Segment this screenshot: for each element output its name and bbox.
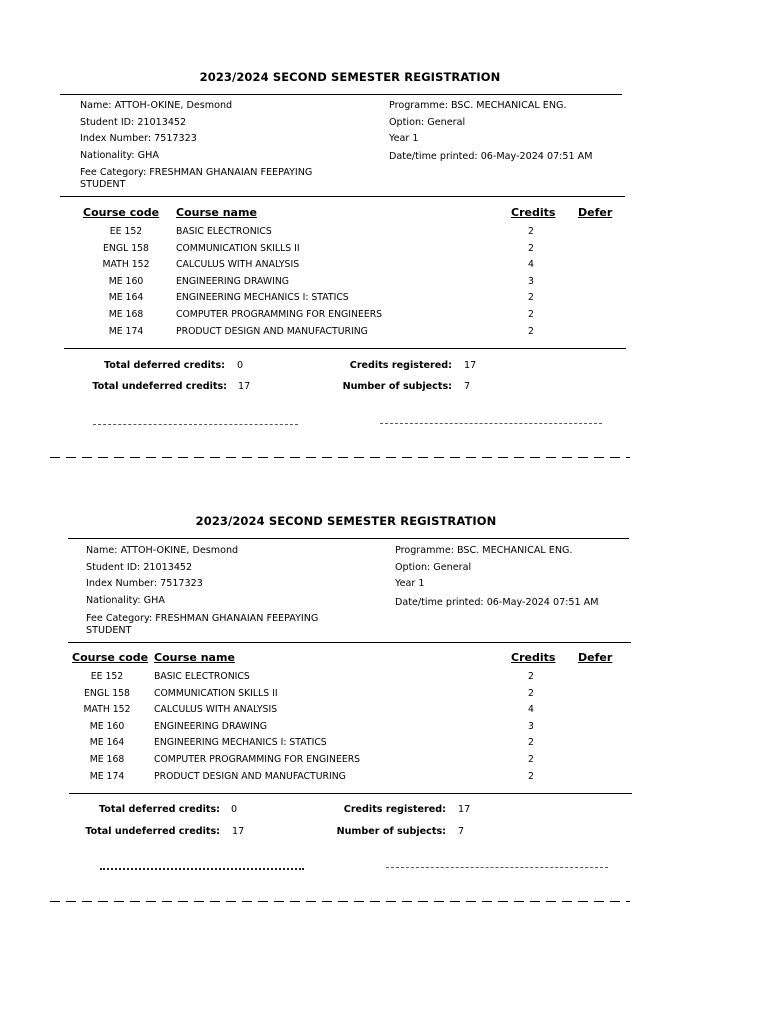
header-rule bbox=[68, 538, 629, 539]
course-code-cell: MATH 152 bbox=[102, 259, 150, 271]
col-header-course-code: Course code bbox=[83, 206, 160, 219]
student-id: Student ID: 21013452 bbox=[86, 562, 193, 573]
subjects-count-value: 7 bbox=[464, 381, 471, 392]
course-name-cell: COMMUNICATION SKILLS II bbox=[154, 687, 278, 699]
student-id: Student ID: 21013452 bbox=[80, 117, 187, 128]
header-rule bbox=[60, 94, 622, 95]
index-number: Index Number: 7517323 bbox=[80, 133, 197, 144]
course-name-cell: ENGINEERING DRAWING bbox=[154, 720, 267, 732]
credits-registered-label: Credits registered: bbox=[349, 360, 452, 371]
total-deferred-label: Total deferred credits: bbox=[99, 804, 220, 815]
course-code-cell: ME 164 bbox=[89, 737, 125, 749]
student-name: Name: ATTOH-OKINE, Desmond bbox=[86, 545, 239, 556]
col-header-credits: Credits bbox=[511, 206, 556, 219]
course-credits-cell: 2 bbox=[528, 325, 534, 337]
course-credits-cell: 4 bbox=[528, 704, 534, 716]
col-header-credits: Credits bbox=[511, 651, 556, 664]
student-name: Name: ATTOH-OKINE, Desmond bbox=[80, 100, 233, 111]
option: Option: General bbox=[389, 117, 466, 128]
col-header-defer: Defer bbox=[578, 206, 613, 219]
credits-registered-value: 17 bbox=[464, 360, 477, 371]
course-code-cell: ME 168 bbox=[89, 754, 125, 765]
date-printed: Date/time printed: 06-May-2024 07:51 AM bbox=[395, 597, 599, 608]
course-code-cell: ME 164 bbox=[108, 292, 144, 304]
course-code-cell: ME 160 bbox=[108, 275, 144, 287]
subjects-count-label: Number of subjects: bbox=[336, 826, 446, 837]
signature-line-right bbox=[386, 867, 608, 868]
total-deferred-value: 0 bbox=[237, 360, 244, 371]
course-name-cell: PRODUCT DESIGN AND MANUFACTURING bbox=[176, 325, 368, 337]
course-credits-cell: 3 bbox=[528, 720, 534, 732]
course-credits-cell: 2 bbox=[528, 687, 534, 699]
course-name-cell: ENGINEERING MECHANICS I: STATICS bbox=[176, 292, 349, 304]
signature-line-left bbox=[93, 424, 298, 425]
index-number: Index Number: 7517323 bbox=[86, 578, 203, 589]
course-name-cell: BASIC ELECTRONICS bbox=[176, 226, 272, 237]
course-code-cell: ENGL 158 bbox=[103, 242, 149, 254]
programme: Programme: BSC. MECHANICAL ENG. bbox=[395, 545, 573, 556]
subjects-count-value: 7 bbox=[458, 826, 465, 837]
course-code-cell: ME 160 bbox=[89, 720, 125, 732]
nationality: Nationality: GHA bbox=[80, 150, 159, 161]
course-credits-cell: 4 bbox=[528, 259, 534, 271]
registration-slip-top bbox=[0, 0, 768, 440]
cut-line-bottom bbox=[50, 901, 630, 902]
course-credits-cell: 2 bbox=[528, 242, 534, 254]
document-title: 2023/2024 SECOND SEMESTER REGISTRATION bbox=[199, 70, 501, 84]
course-code-cell: ME 174 bbox=[89, 770, 125, 782]
course-credits-cell: 3 bbox=[528, 275, 534, 287]
course-name-cell: CALCULUS WITH ANALYSIS bbox=[154, 704, 278, 716]
course-credits-cell: 2 bbox=[528, 754, 534, 765]
total-undeferred-value: 17 bbox=[232, 826, 245, 837]
course-name-cell: ENGINEERING MECHANICS I: STATICS bbox=[154, 737, 327, 749]
course-name-cell: BASIC ELECTRONICS bbox=[154, 671, 250, 682]
course-name-cell: ENGINEERING DRAWING bbox=[176, 275, 289, 287]
nationality: Nationality: GHA bbox=[86, 595, 165, 606]
table-rule bbox=[69, 793, 632, 794]
course-name-cell: PRODUCT DESIGN AND MANUFACTURING bbox=[154, 770, 346, 782]
total-undeferred-value: 17 bbox=[238, 381, 251, 392]
course-credits-cell: 2 bbox=[528, 226, 534, 237]
col-header-course-code: Course code bbox=[72, 651, 149, 664]
registration-slip-bottom bbox=[0, 444, 768, 884]
signature-line-left bbox=[100, 868, 304, 870]
course-name-cell: COMPUTER PROGRAMMING FOR ENGINEERS bbox=[176, 309, 383, 320]
credits-registered-value: 17 bbox=[458, 804, 471, 815]
year: Year 1 bbox=[395, 578, 425, 589]
course-credits-cell: 2 bbox=[528, 737, 534, 749]
course-credits-cell: 2 bbox=[528, 671, 534, 682]
col-header-course-name: Course name bbox=[154, 651, 235, 664]
total-deferred-label: Total deferred credits: bbox=[104, 360, 225, 371]
fee-category: Fee Category: FRESHMAN GHANAIAN FEEPAYING STUDENT bbox=[80, 167, 313, 190]
credits-registered-label: Credits registered: bbox=[343, 804, 446, 815]
year: Year 1 bbox=[389, 133, 419, 144]
course-name-cell: COMMUNICATION SKILLS II bbox=[176, 242, 300, 254]
course-code-cell: ME 168 bbox=[108, 309, 144, 320]
fee-category: Fee Category: FRESHMAN GHANAIAN FEEPAYING STUDENT bbox=[86, 613, 319, 636]
info-rule bbox=[60, 196, 625, 197]
col-header-defer: Defer bbox=[578, 651, 613, 664]
course-code-cell: MATH 152 bbox=[83, 704, 131, 716]
course-code-cell: ME 174 bbox=[108, 325, 144, 337]
total-undeferred-label: Total undeferred credits: bbox=[85, 826, 220, 837]
course-code-cell: ENGL 158 bbox=[84, 687, 130, 699]
signature-line-right bbox=[380, 423, 602, 424]
course-code-cell: EE 152 bbox=[90, 671, 124, 682]
course-code-cell: EE 152 bbox=[109, 226, 143, 237]
document-title: 2023/2024 SECOND SEMESTER REGISTRATION bbox=[195, 514, 497, 528]
course-name-cell: COMPUTER PROGRAMMING FOR ENGINEERS bbox=[154, 754, 361, 765]
course-name-cell: CALCULUS WITH ANALYSIS bbox=[176, 259, 300, 271]
col-header-course-name: Course name bbox=[176, 206, 257, 219]
course-credits-cell: 2 bbox=[528, 309, 534, 320]
date-printed: Date/time printed: 06-May-2024 07:51 AM bbox=[389, 151, 593, 162]
course-credits-cell: 2 bbox=[528, 770, 534, 782]
option: Option: General bbox=[395, 562, 472, 573]
total-deferred-value: 0 bbox=[231, 804, 238, 815]
table-rule bbox=[64, 348, 626, 349]
info-rule bbox=[68, 642, 631, 643]
course-credits-cell: 2 bbox=[528, 292, 534, 304]
subjects-count-label: Number of subjects: bbox=[342, 381, 452, 392]
programme: Programme: BSC. MECHANICAL ENG. bbox=[389, 100, 567, 111]
total-undeferred-label: Total undeferred credits: bbox=[92, 381, 227, 392]
